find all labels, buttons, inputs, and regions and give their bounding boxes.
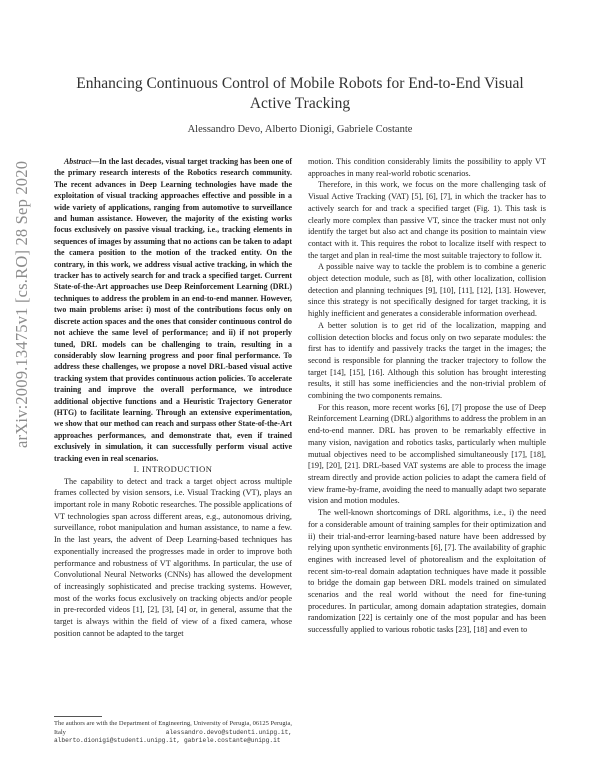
title-line-2: Active Tracking xyxy=(249,95,351,112)
footnote-emails: alessandro.devo@studenti.unipg.it, alberto.dionigi@studenti.unipg.it, gabriele.costante@unipg.it xyxy=(54,728,292,745)
abstract-text: —In the last decades, visual target tracking has been one of the primary research interests of the Robotics research community. The recent advances in Deep Learning technologies have made the exploitation of visual tracking approaches effective and possible in a wide variety of applications, ranging from automotive to surveillance and human assistance. However, the majority of the existing works focus exclusively on passive visual tracking, i.e., tracking elements in sequences of images by assuming that no actions can be taken to adapt the camera position to the motion of the tracked entity. On the contrary, in this work, we address visual active tracking, in which the tracker has to actively search for and track a specified target. Current State-of-the-Art approaches use Deep Reinforcement Learning (DRL) techniques to address the problem in an end-to-end manner. However, two main problems arise: i) most of the contributions focus only on discrete action spaces and the ones that consider continuous control do not achieve the same level of performance; and ii) if not properly tuned, DRL models can be challenging to train, resulting in a considerably slow learning progress and poor final performance. To address these challenges, we propose a novel DRL-based visual active tracking system that provides continuous action policies. To accelerate training and improve the overall performance, we introduce additional objective functions and a Heuristic Trajectory Generator (HTG) to facilitate learning. Through an extensive experimentation, we show that our method can reach and surpass other State-of-the-Art approaches performances, and demonstrate that, even if trained exclusively in simulation, it can successfully perform visual active tracking even in real scenarios. xyxy=(54,157,292,463)
paper-title xyxy=(40,74,560,114)
intro-paragraph-2: Therefore, in this work, we focus on the more challenging task of Visual Active Tracking (VAT) [5], [6], [7], in which the tracker has to actively search for and track a specified target (Fig. 1). This task is clearly more complex than passive VT, since the tracker must not only identify the target but also act and change its position to maintain view contact with it. This requires the robot to localize itself with respect to the target and plan in real-time the most suitable trajectory to follow it. xyxy=(308,180,546,260)
intro-paragraph-4: A better solution is to get rid of the localization, mapping and collision detection blocks and focus only on two separate modules: the first has to identify and passively tracks the target in the images; the second is responsible for planning the tracker trajectory to follow the target [14], [15], [16]. Although this solution has brought interesting results, it still has some inefficiencies and the non-trivial problem of combining the two components remains. xyxy=(308,320,546,401)
abstract-label: Abstract xyxy=(64,157,92,166)
intro-paragraph-3: A possible naive way to tackle the problem is to combine a generic object detection module, such as [8], with other localization, collision detection and planning techniques [9], [10], [11], [12], [13]. However, since this strategy is not specifically designed for target tracking, it is highly inefficient and generates a considerable information overhead. xyxy=(308,262,546,319)
left-column xyxy=(54,156,292,640)
arxiv-stamp: arXiv:2009.13475v1 [cs.RO] 28 Sep 2020 xyxy=(12,160,31,448)
abstract xyxy=(54,156,292,464)
intro-paragraph-6: The well-known shortcomings of DRL algorithms, i.e., i) the need for a considerable amount of training samples for their optimization and ii) their trial-and-error learning-based nature have been addressed by relying upon synthetic environments [6], [7]. The availability of graphic engines with increased level of photorealism and the exploitation of recent sim-to-real domain adaptation techniques have made it possible to bridge the domain gap between DRL models trained on simulated scenarios and the real world without the need for fine-tuning procedures. In particular, among domain adaptation strategies, domain randomization [22] is certainly one of the most popular and has been successfully applied to various robotic tasks [23], [18] and even to xyxy=(308,508,546,635)
intro-paragraph-continued: motion. This condition considerably limits the possibility to apply VT approaches in many real-world robotic scenarios. xyxy=(308,157,546,178)
intro-paragraph-1: The capability to detect and track a target object across multiple frames collected by vision sensors, i.e. Visual Tracking (VT), plays an important role in many Robotic researches. The possible applications of VT technologies span across different areas, e.g., autonomous driving, surveillance, robot manipulation and human assistance, to name a few. In the last years, the advent of Deep Learning-based techniques has exponentially increased the progresses made in order to improve both performance and robustness of VT algorithms. In particular, the use of Convolutional Neural Networks (CNNs) has allowed the development of increasingly sophisticated and precise tracking systems. However, most of the works focus exclusively on tracking objects and/or people in pre-recorded videos [1], [2], [3], [4] or, in general, assume that the target is always within the field of view of a fixed camera, whose position cannot be adapted to the target xyxy=(54,476,292,638)
right-column xyxy=(308,156,546,636)
author-footnote xyxy=(54,720,292,746)
author-list: Alessandro Devo, Alberto Dionigi, Gabriele Costante xyxy=(187,124,413,135)
title-line-1: Enhancing Continuous Control of Mobile Robots for End-to-End Visual xyxy=(76,75,524,92)
footnote-affiliation: The authors are with the Department of Engineering, University of Perugia, 06125 Perugia, Italy xyxy=(54,720,292,736)
intro-paragraph-5: For this reason, more recent works [6], [7] propose the use of Deep Reinforcement Learning (DRL) algorithms to address the problem in an end-to-end manner. DRL has proven to be remarkably effective in many vision, navigation and robotics tasks, particularly when multiple mutual objectives need to be accomplished simultaneously [17], [18], [19], [20], [21]. DRL-based VAT systems are able to process the image stream directly and provide action policies to adapt the camera field of view frame-by-frame, avoiding the need to manually adapt two separate vision and motion modules. xyxy=(308,402,546,506)
footnote-rule xyxy=(54,716,102,717)
section-heading-introduction: I. INTRODUCTION xyxy=(133,463,213,474)
